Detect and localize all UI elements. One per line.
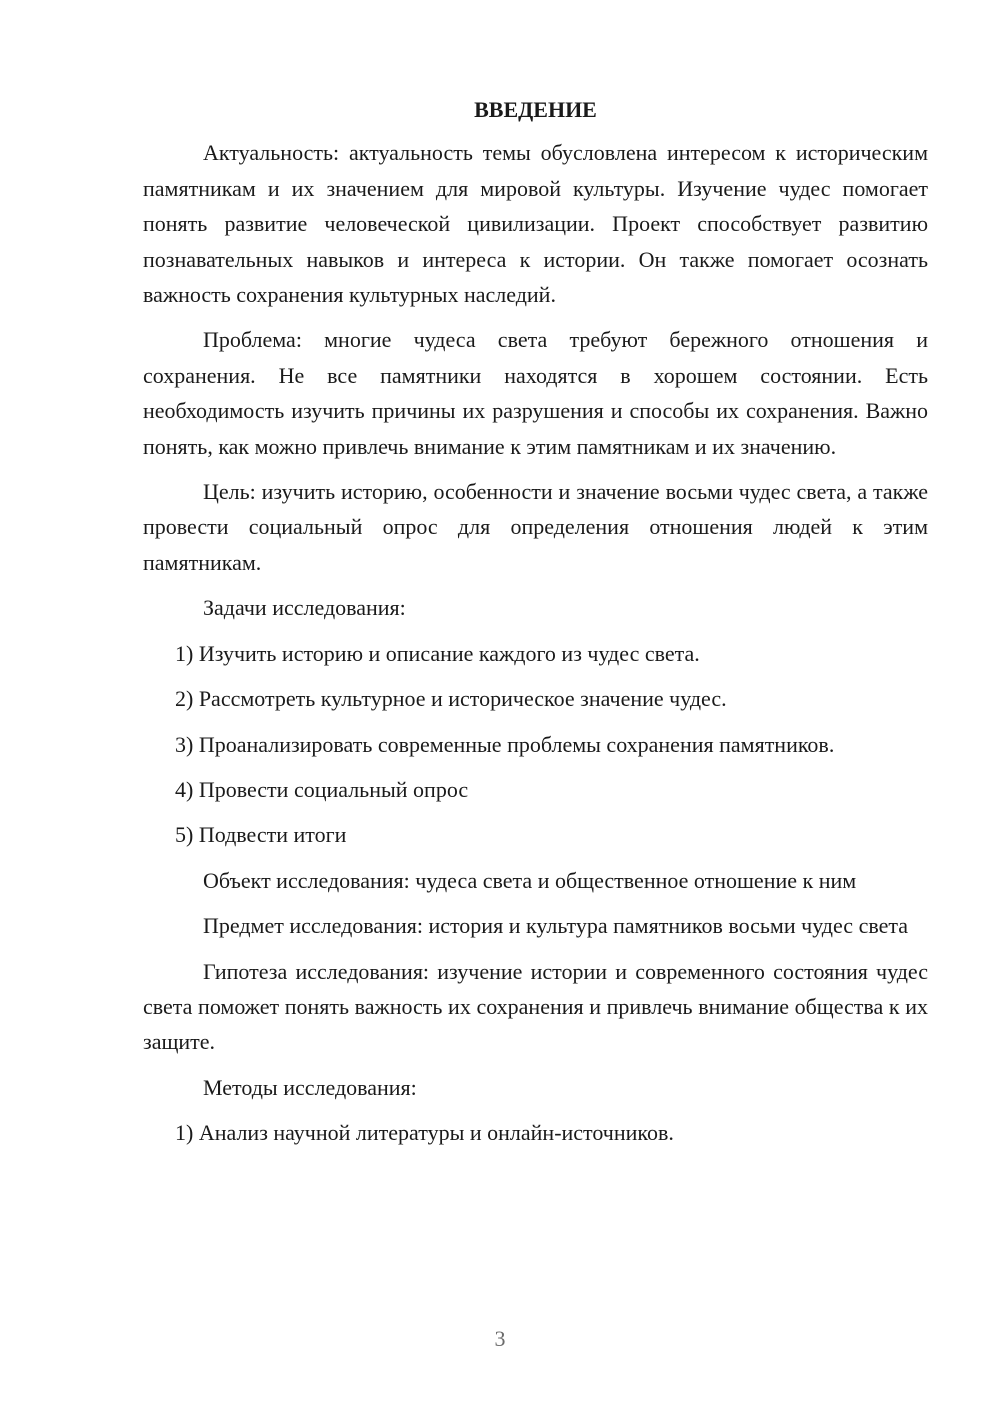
- list-item: 4) Провести социальный опрос: [175, 776, 469, 802]
- list-item: 3) Проанализировать современные проблемы сохранения памятников.: [175, 731, 835, 757]
- goal-paragraph: Цель: изучить историю, особенности и значение восьми чудес света, а также провести социальный опрос для определения отношения людей к этим памятникам.: [143, 479, 928, 575]
- list-item: 1) Изучить историю и описание каждого из чудес света.: [175, 640, 700, 666]
- list-item: 2) Рассмотреть культурное и историческое значение чудес.: [175, 686, 727, 712]
- hypothesis-paragraph: Гипотеза исследования: изучение истории и современного состояния чудес света поможет понять важность их сохранения и привлечь внимание общества к их защите.: [143, 958, 928, 1055]
- subject-paragraph: Предмет исследования: история и культура памятников восьми чудес света: [203, 913, 909, 939]
- list-item: 1) Анализ научной литературы и онлайн-источников.: [175, 1120, 674, 1146]
- tasks-heading: Задачи исследования:: [203, 595, 406, 621]
- section-title: ВВЕДЕНИЕ: [474, 97, 597, 122]
- list-item: 5) Подвести итоги: [175, 822, 347, 848]
- relevance-paragraph: Актуальность: актуальность темы обусловлена интересом к историческим памятникам и их значением для мировой культуры. Изучение чудес помогает понять развитие человеческой цивилизации. Проект способствует развитию познавательных навыков и интереса к истории. Он также помогает осознать важность сохранения культурных наследий.: [143, 140, 928, 308]
- problem-paragraph: Проблема: многие чудеса света требуют бережного отношения и сохранения. Не все памятники находятся в хорошем состоянии. Есть необходимость изучить причины их разрушения и способы их сохранения. Важно понять, как можно привлечь внимание к этим памятникам и их значению.: [143, 327, 928, 459]
- methods-heading: Методы исследования:: [203, 1074, 417, 1100]
- page-number: 3: [494, 1326, 506, 1351]
- object-paragraph: Объект исследования: чудеса света и общественное отношение к ним: [203, 867, 857, 893]
- document-page: [143, 92, 928, 1161]
- methods-list: [143, 1115, 928, 1150]
- tasks-list: [143, 636, 928, 853]
